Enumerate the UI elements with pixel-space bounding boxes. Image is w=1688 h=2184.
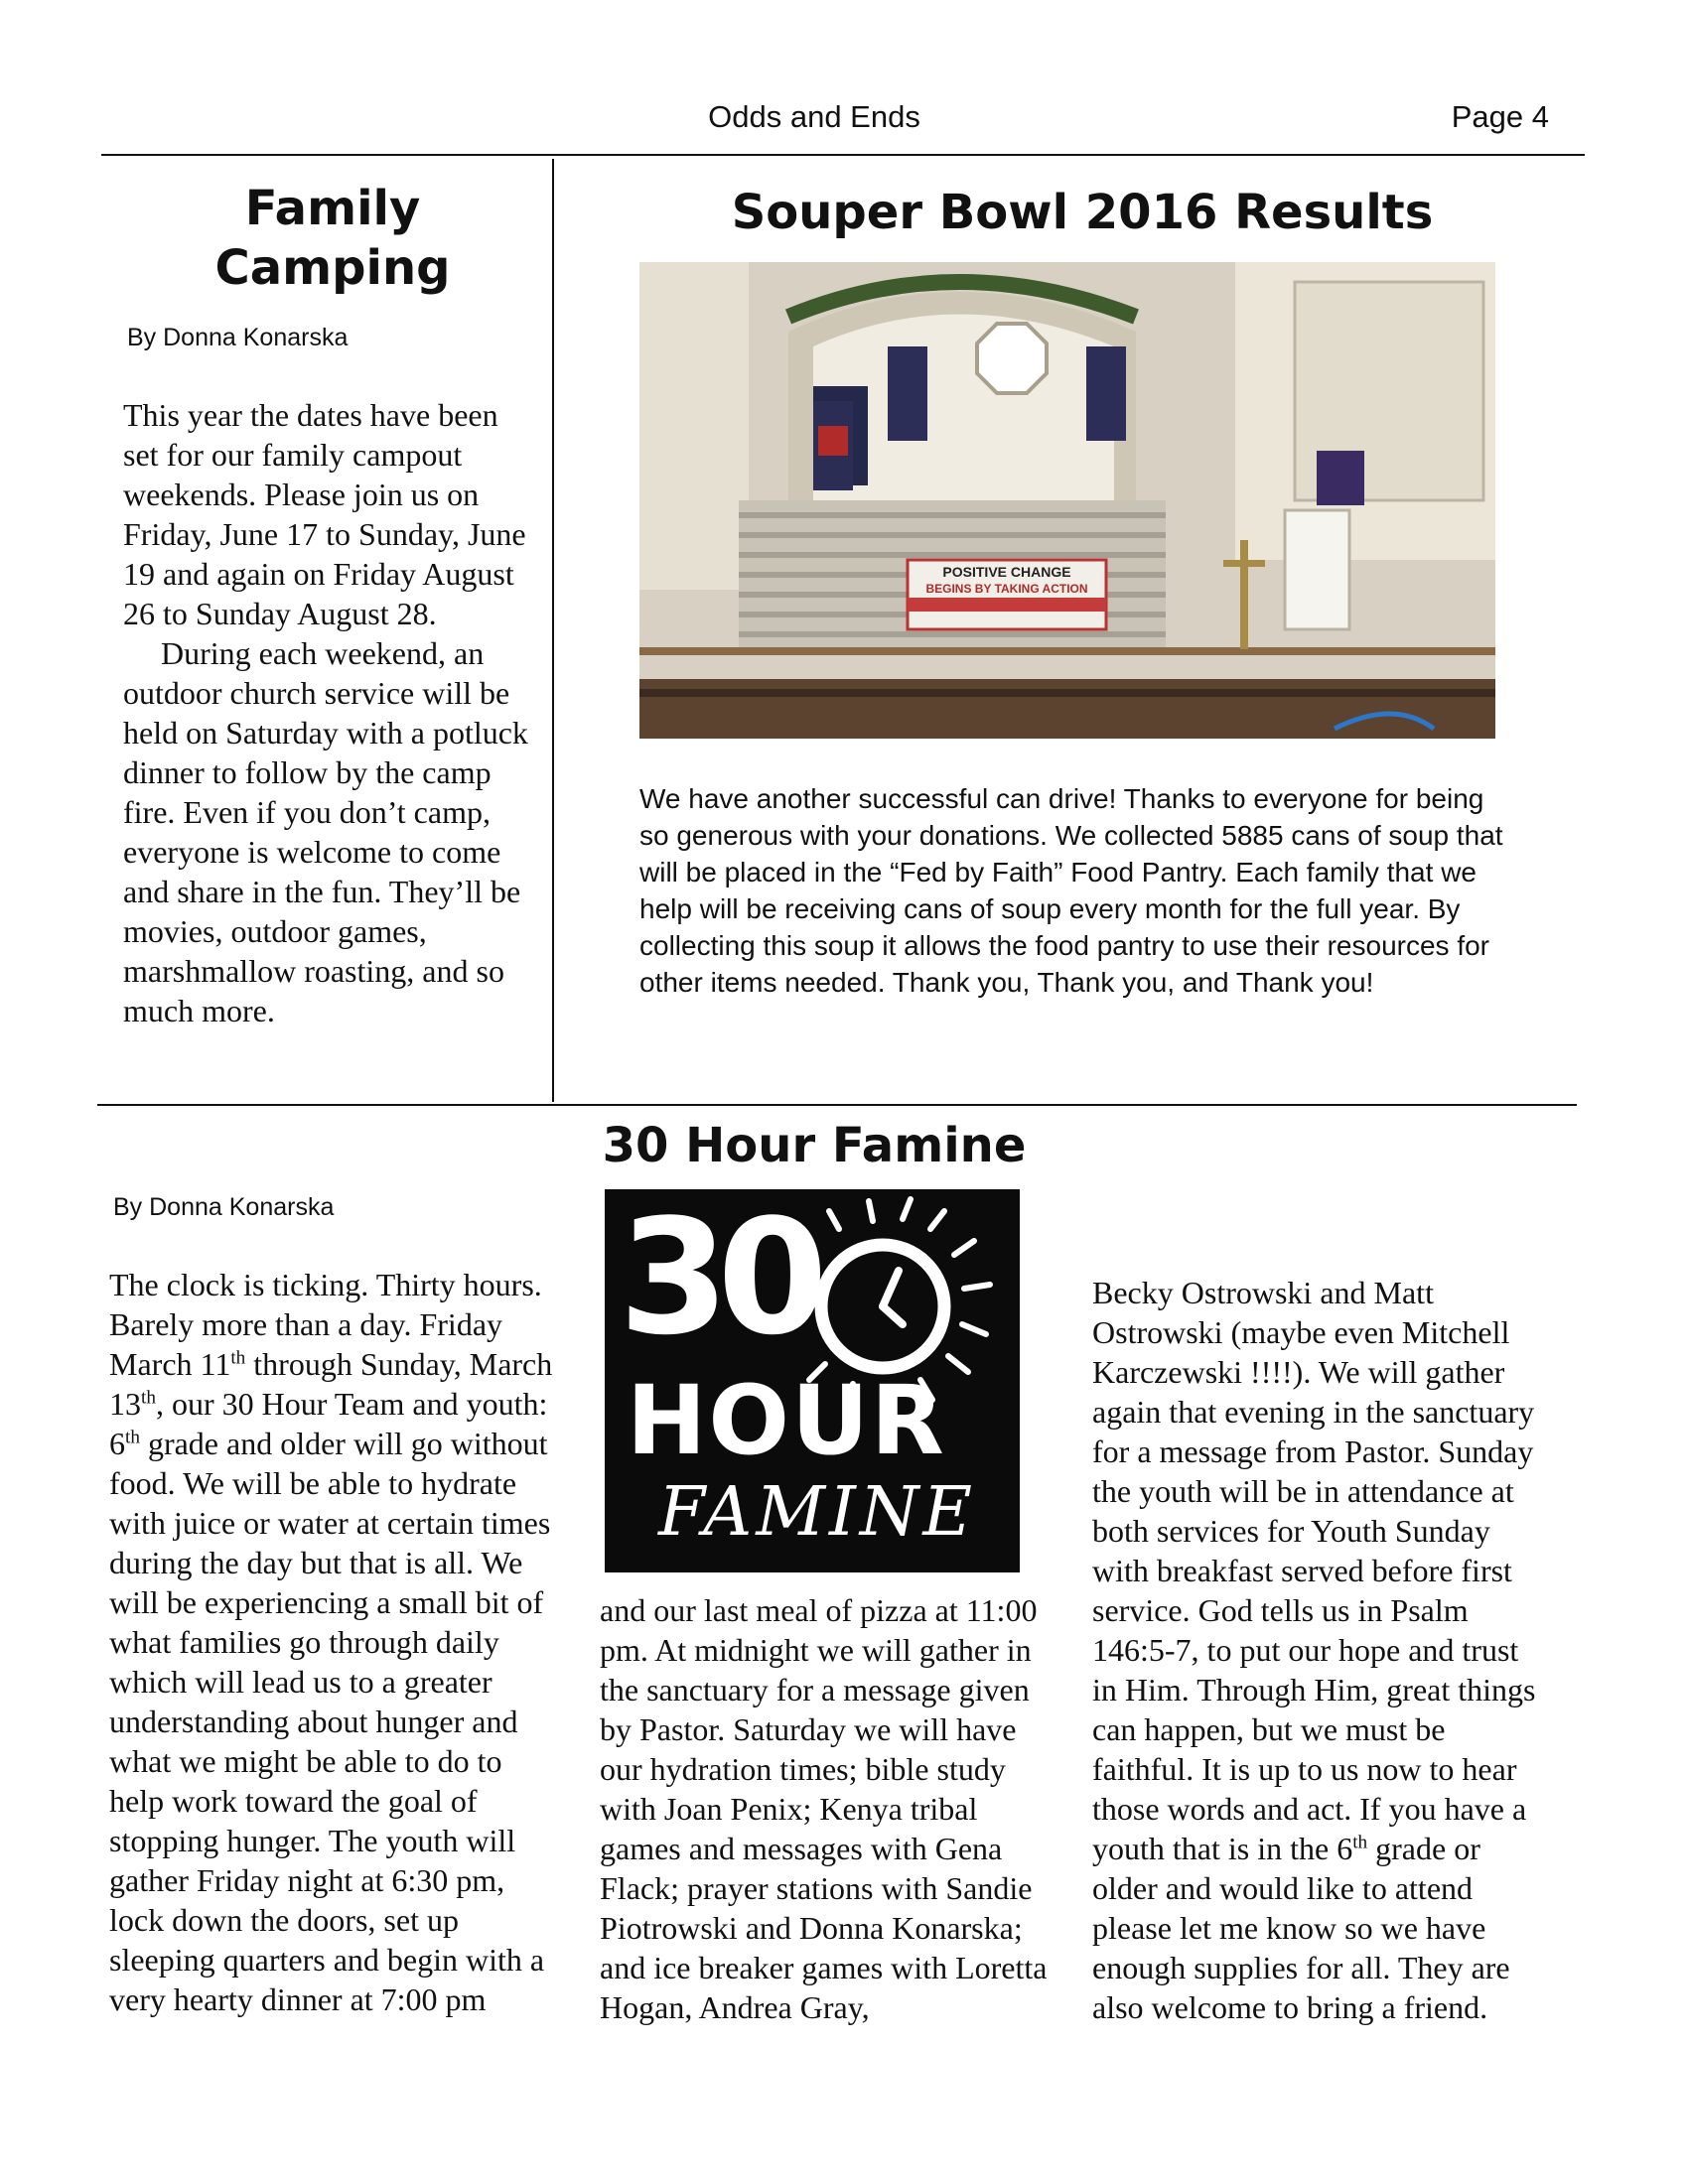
famine-col3-text-b: grade or older and would like to attend please let me know so we have enough supplies for all. They are also welcome to bring a friend. [1092, 1831, 1510, 2025]
famine-col1-sup-1: th [230, 1347, 246, 1369]
family-camping-title [129, 179, 536, 298]
column-divider [552, 159, 554, 1102]
famine-column-2: and our last meal of pizza at 11:00 pm. At midnight we will gather in the sanctuary for a message given by Pastor. Saturday we will have our hydration times; bible study with Joan Penix; Kenya tribal games and messages with Gena Flack; prayer stations with Sandie Piotrowski and Donna Konarska; and ice breaker games with Loretta Hogan, Andrea Gray, [600, 1592, 1048, 2025]
famine-col1-text-c: , our 30 Hour Team and youth: 6 [109, 1386, 548, 1461]
page-number: Page 4 [1451, 99, 1549, 134]
famine-col1-text-b: through Sunday, March 13 [109, 1346, 553, 1422]
famine-col1-sup-2: th [141, 1387, 156, 1409]
sanctuary-photo-illustration [639, 262, 1495, 739]
family-camping-byline: By Donna Konarska [127, 324, 349, 351]
famine-col1-text-a: The clock is ticking. Thirty hours. Barely more than a day. Friday March 11 [109, 1267, 542, 1382]
family-camping-paragraph-2: During each weekend, an outdoor church service will be held on Saturday with a potluck dinner to follow by the camp fire. Even if you don’t camp, everyone is welcome to come and share in the fun. They’ll be movies, outdoor games, marshmallow roasting, and so much more. [123, 635, 528, 1028]
family-camping-body [123, 395, 540, 1030]
famine-col1-sup-3: th [125, 1427, 140, 1448]
famine-logo-hour: HOUR [627, 1365, 946, 1476]
famine-byline: By Donna Konarska [113, 1193, 335, 1221]
family-camping-title-line2: Camping [214, 240, 451, 296]
photo-banner-line2: BEGINS BY TAKING ACTION [925, 582, 1088, 596]
souper-bowl-body: We have another successful can drive! Thanks to everyone for being so generous with your donations. We collected 5885 cans of soup that will be placed in the “Fed by Faith” Food Pantry. Each family that we help will be receiving cans of soup every month for the full year. By collecting this soup it allows the food pantry to use their resources for other items needed. Thank you, Thank you, and Thank you! [639, 783, 1503, 998]
famine-logo-famine: FAMINE [658, 1473, 977, 1552]
famine-logo [605, 1189, 1020, 1572]
famine-col1-text-d: grade and older will go without food. We will be able to hydrate with juice or water at certain times during the day but that is all. We will be experiencing a small bit of what families go through daily which will lead us to a greater understanding about hunger and what we might be able to do to help work toward the goal of stopping hunger. The youth will gather Friday night at 6:30 pm, lock down the doors, set up sleeping quarters and begin with a very hearty dinner at 7:00 pm [109, 1426, 551, 2017]
famine-column-1 [109, 1265, 561, 2019]
family-camping-paragraph-1: This year the dates have been set for our family campout weekends. Please join us on Friday, June 17 to Sunday, June 19 and again on Friday August 26 to Sunday August 28. [123, 397, 526, 631]
newsletter-title: Odds and Ends [708, 99, 920, 134]
famine-col3-text-a: Becky Ostrowski and Matt Ostrowski (maybe even Mitchell Karczewski !!!!). We will gather again that evening in the sanctuary for a message from Pastor. Sunday the youth will be in attendance at both services for Youth Sunday with breakfast served before first service. God tells us in Psalm 146:5-7, to put our hope and trust in Him. Through Him, great things can happen, but we must be faithful. It is up to us now to hear those words and act. If you have a youth that is in the 6 [1092, 1275, 1536, 1866]
section-rule [97, 1104, 1577, 1106]
souper-bowl-title: Souper Bowl 2016 Results [731, 185, 1434, 240]
famine-column-3 [1092, 1273, 1544, 2027]
famine-title: 30 Hour Famine [602, 1118, 1027, 1173]
famine-col3-sup: th [1352, 1832, 1368, 1853]
header-rule [101, 154, 1585, 156]
photo-banner-line1: POSITIVE CHANGE [942, 564, 1071, 580]
sanctuary-photo [639, 262, 1495, 739]
family-camping-title-line1: Family [244, 181, 421, 236]
famine-logo-number: 30 [619, 1189, 816, 1370]
